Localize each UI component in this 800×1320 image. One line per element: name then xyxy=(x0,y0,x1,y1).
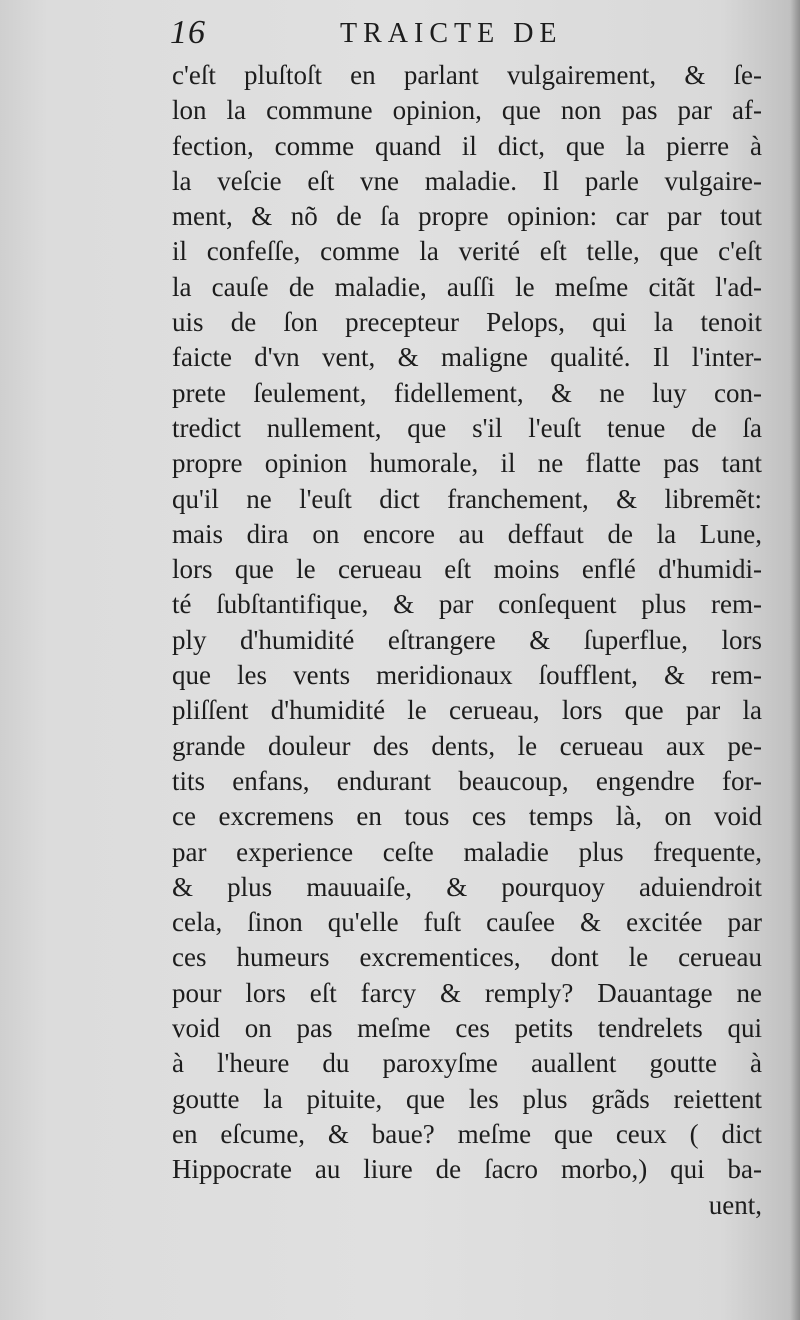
text-line: tits enfans, endurant beaucoup, engendre for- xyxy=(172,765,762,796)
text-line: prete ſeulement, fidellement, & ne luy con- xyxy=(172,377,762,408)
body-text xyxy=(172,58,762,1223)
text-line: pliſſent d'humidité le cerueau, lors que par la xyxy=(172,695,762,726)
text-line: propre opinion humorale, il ne flatte pas tant xyxy=(172,448,762,479)
text-line: ces humeurs excrementices, dont le cerueau xyxy=(172,942,762,973)
text-line: grande douleur des dents, le cerueau aux pe- xyxy=(172,730,762,761)
text-line: par experience ceſte maladie plus frequente, xyxy=(172,836,762,867)
text-line: faicte d'vn vent, & maligne qualité. Il l'inter- xyxy=(172,342,762,373)
text-line: fection, comme quand il dict, que la pierre à xyxy=(172,130,762,161)
text-line: lors que le cerueau eſt moins enflé d'humidi- xyxy=(172,554,762,585)
text-line: en eſcume, & baue? meſme que ceux ( dict xyxy=(172,1118,762,1149)
page-header xyxy=(170,14,770,54)
text-line: la veſcie eſt vne maladie. Il parle vulgaire- xyxy=(172,165,762,196)
text-line: Hippocrate au liure de ſacro morbo,) qui ba- xyxy=(172,1154,762,1185)
text-line: mais dira on encore au deffaut de la Lune, xyxy=(172,518,762,549)
text-line: cela, ſinon qu'elle fuſt cauſee & excitée par xyxy=(172,907,762,938)
text-line: ce excremens en tous ces temps là, on void xyxy=(172,801,762,832)
text-line: il confeſſe, comme la verité eſt telle, que c'eſt xyxy=(172,236,762,267)
page-number: 16 xyxy=(170,14,206,51)
text-line: à l'heure du paroxyſme auallent goutte à xyxy=(172,1048,762,1079)
text-line: lon la commune opinion, que non pas par af- xyxy=(172,95,762,126)
running-head: TRAICTE DE xyxy=(340,18,563,49)
page-gutter-shadow xyxy=(790,0,800,1320)
text-line: tredict nullement, que s'il l'euſt tenue de ſa xyxy=(172,412,762,443)
text-line: goutte la pituite, que les plus grãds reiettent xyxy=(172,1083,762,1114)
text-line: té ſubſtantifique, & par conſequent plus rem- xyxy=(172,589,762,620)
text-line: que les vents meridionaux ſoufflent, & rem- xyxy=(172,660,762,691)
text-line: ply d'humidité eſtrangere & ſuperflue, lors xyxy=(172,624,762,655)
text-line: & plus mauuaiſe, & pourquoy aduiendroit xyxy=(172,871,762,902)
catchword-line: uent, xyxy=(708,1189,762,1220)
text-line: qu'il ne l'euſt dict franchement, & libremẽt: xyxy=(172,483,762,514)
text-line: void on pas meſme ces petits tendrelets qui xyxy=(172,1013,762,1044)
text-line: c'eſt pluſtoſt en parlant vulgairement, & ſe- xyxy=(172,60,762,90)
text-line: ment, & nõ de ſa propre opinion: car par tout xyxy=(172,201,762,232)
text-line: pour lors eſt farcy & remply? Dauantage ne xyxy=(172,977,762,1008)
text-line: la cauſe de maladie, auſſi le meſme citãt l'ad- xyxy=(172,271,762,302)
text-line: uis de ſon precepteur Pelops, qui la tenoit xyxy=(172,307,762,338)
